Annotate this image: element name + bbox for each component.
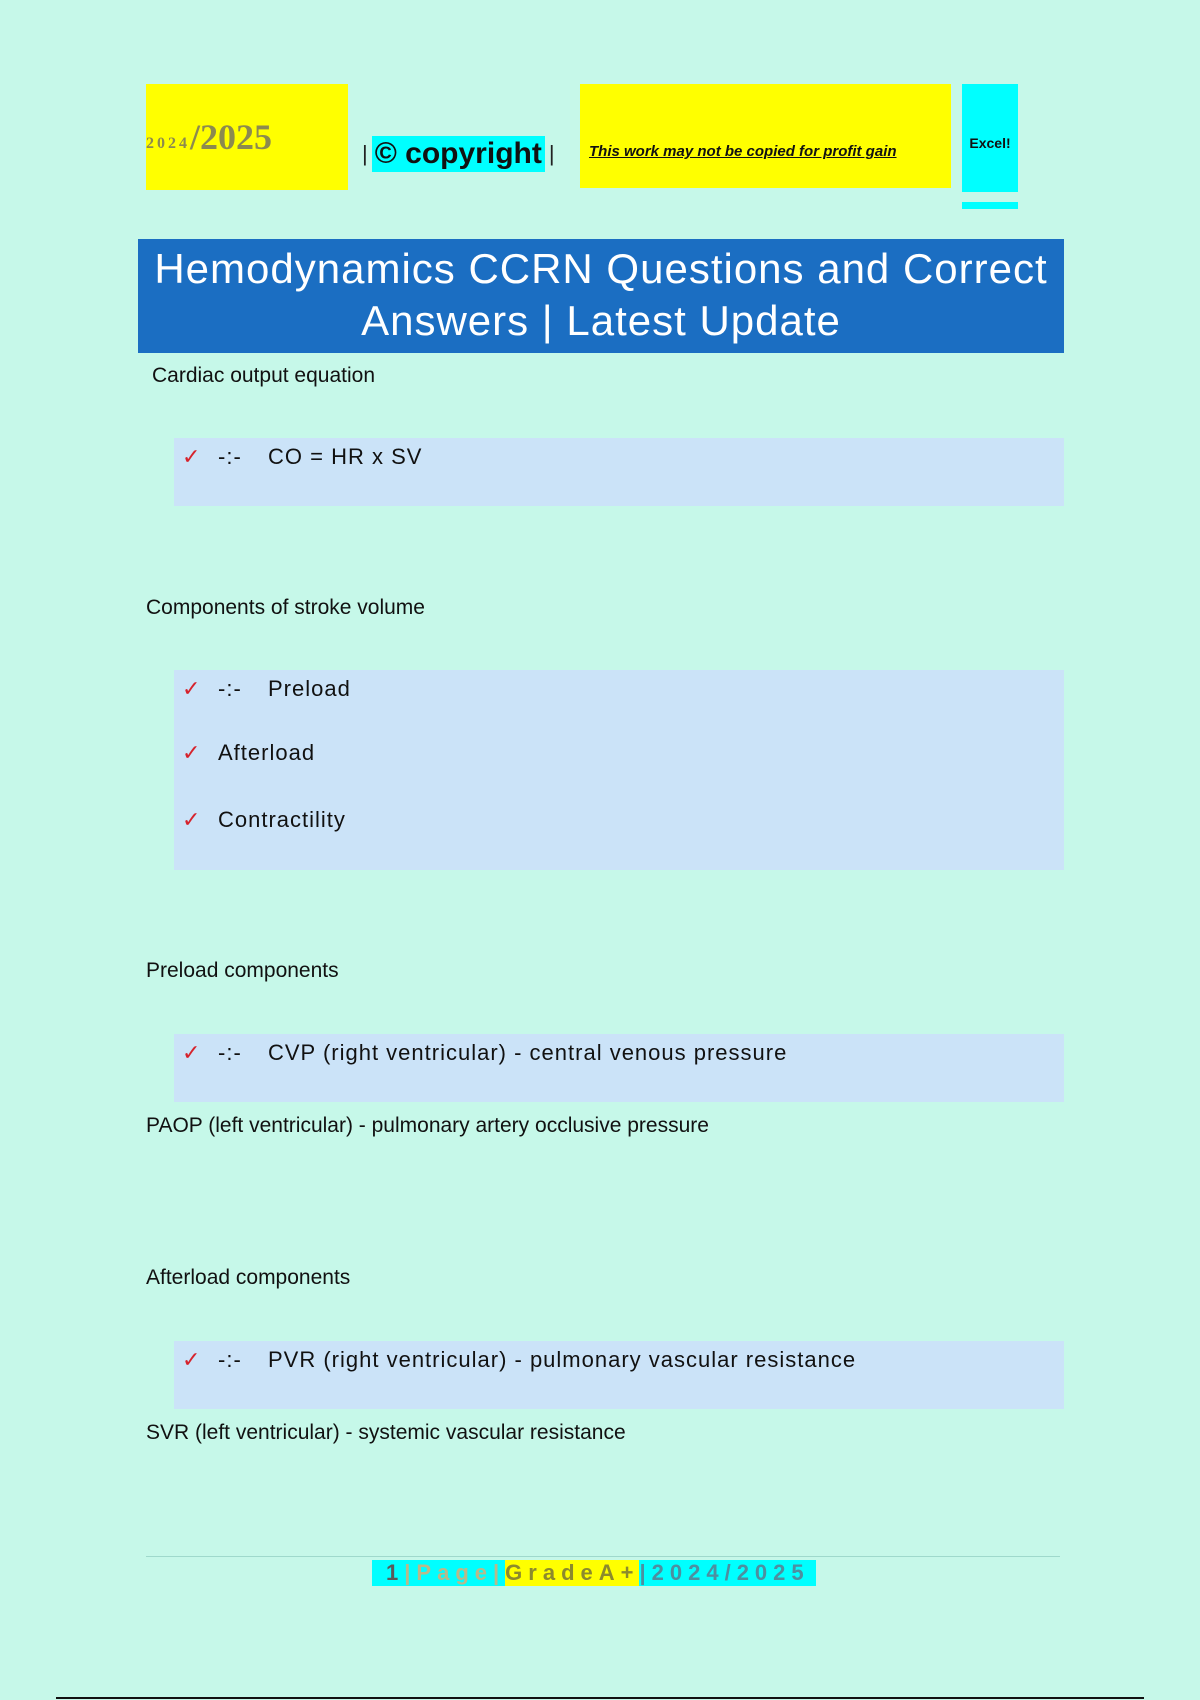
answer-continuation-4: SVR (left ventricular) - systemic vascular resistance bbox=[146, 1421, 626, 1444]
answer-marker: -:- bbox=[218, 676, 242, 701]
question-2: Components of stroke volume bbox=[146, 596, 425, 619]
answer-marker: -:- bbox=[218, 1347, 242, 1372]
answer-box-2 bbox=[174, 670, 1064, 870]
answer-line bbox=[182, 676, 351, 702]
question-3: Preload components bbox=[146, 959, 339, 982]
title-line-1: Hemodynamics CCRN Questions and Correct bbox=[154, 245, 1048, 292]
excel-underline bbox=[962, 202, 1018, 209]
excel-badge bbox=[962, 84, 1018, 192]
answer-marker: -:- bbox=[218, 1040, 242, 1065]
check-icon: ✓ bbox=[182, 1347, 202, 1372]
answer-text: CO = HR x SV bbox=[268, 444, 423, 469]
answer-text: CVP (right ventricular) - central venous pressure bbox=[268, 1040, 788, 1065]
footer-year: |2024/2025 bbox=[639, 1560, 815, 1586]
copyright-text: © copyright bbox=[372, 136, 545, 172]
answer-text: Contractility bbox=[218, 807, 346, 832]
pipe-right: | bbox=[548, 141, 555, 166]
answer-marker: -:- bbox=[218, 444, 242, 469]
question-4: Afterload components bbox=[146, 1266, 351, 1289]
check-icon: ✓ bbox=[182, 444, 202, 469]
question-1: Cardiac output equation bbox=[152, 364, 375, 387]
notice-text: This work may not be copied for profit gain bbox=[589, 143, 897, 160]
copyright-label bbox=[358, 134, 559, 174]
excel-text: Excel! bbox=[969, 135, 1011, 151]
page-number: 1 bbox=[372, 1560, 404, 1586]
page-label: |Page| bbox=[404, 1560, 506, 1585]
title-line-2: Answers | Latest Update bbox=[361, 297, 841, 344]
check-icon: ✓ bbox=[182, 1040, 202, 1065]
page-title bbox=[138, 239, 1064, 347]
year-end: /2025 bbox=[190, 117, 273, 157]
page-footer bbox=[372, 1558, 816, 1588]
title-banner bbox=[138, 239, 1064, 353]
answer-line bbox=[182, 807, 346, 833]
footer-divider bbox=[146, 1556, 1060, 1557]
answer-box-1 bbox=[174, 438, 1064, 506]
pipe-left: | bbox=[362, 141, 368, 166]
check-icon: ✓ bbox=[182, 676, 202, 701]
answer-continuation-3: PAOP (left ventricular) - pulmonary artery occlusive pressure bbox=[146, 1114, 709, 1137]
answer-text: Afterload bbox=[218, 740, 316, 765]
check-icon: ✓ bbox=[182, 807, 202, 832]
answer-line bbox=[182, 740, 315, 766]
grade-label: GradeA+ bbox=[505, 1560, 640, 1585]
year-badge bbox=[146, 84, 348, 190]
answer-text: Preload bbox=[268, 676, 351, 701]
page-bottom-border bbox=[56, 1697, 1144, 1699]
answer-line bbox=[182, 1040, 787, 1066]
year-start: 2024 bbox=[146, 135, 190, 152]
answer-text: PVR (right ventricular) - pulmonary vascular resistance bbox=[268, 1347, 857, 1372]
answer-line bbox=[182, 444, 422, 470]
answer-box-4 bbox=[174, 1341, 1064, 1409]
check-icon: ✓ bbox=[182, 740, 202, 765]
notice-badge bbox=[580, 84, 951, 188]
answer-line bbox=[182, 1347, 856, 1373]
answer-box-3 bbox=[174, 1034, 1064, 1102]
